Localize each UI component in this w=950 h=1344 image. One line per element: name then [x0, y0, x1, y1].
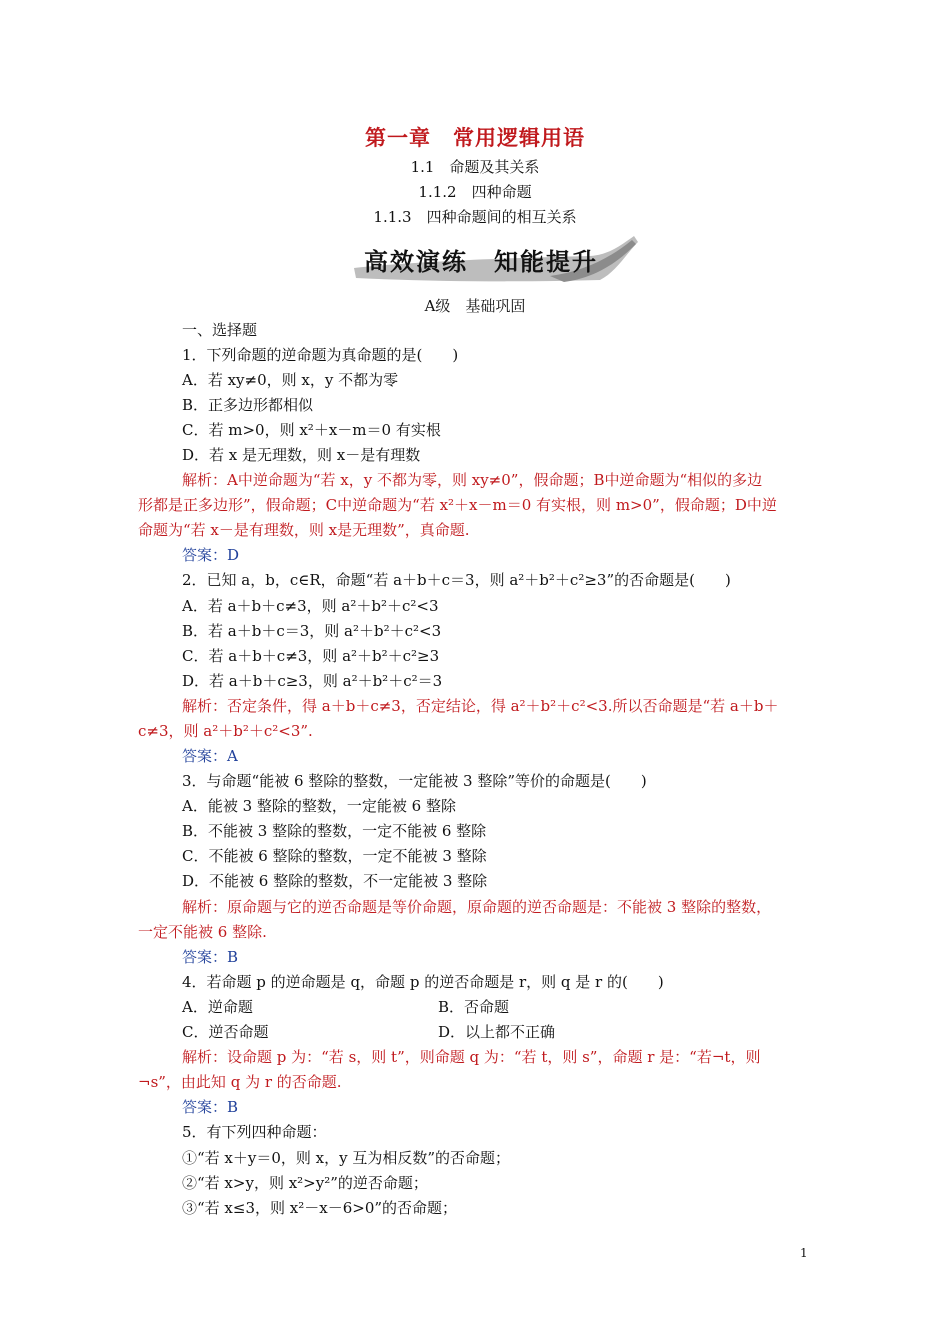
- q1-option-b: B．正多边形都相似: [182, 396, 314, 414]
- q4-analysis-line1: 解析：设命题 p 为：“若 s，则 t”，则命题 q 为：“若 t，则 s”，命题 r 是：“若¬t，则: [182, 1048, 761, 1066]
- q4-option-c: C．逆否命题: [182, 1023, 269, 1041]
- q5-item-3: ③“若 x≤3，则 x²－x－6>0”的否命题；: [182, 1199, 458, 1217]
- q1-analysis-line3: 命题为“若 x－是有理数，则 x是无理数”，真命题.: [138, 521, 470, 539]
- section-heading-1: 1.1 命题及其关系: [410, 158, 540, 176]
- q4-answer: 答案：B: [182, 1098, 239, 1116]
- q2-option-a: A．若 a＋b＋c≠3，则 a²＋b²＋c²<3: [182, 597, 439, 615]
- section-heading-3: 1.1.3 四种命题间的相互关系: [373, 208, 577, 226]
- section-title: 一、选择题: [182, 321, 258, 339]
- level-heading: A级 基础巩固: [424, 297, 526, 315]
- q2-option-d: D．若 a＋b＋c≥3，则 a²＋b²＋c²＝3: [182, 672, 443, 690]
- q2-analysis-line1: 解析：否定条件，得 a＋b＋c≠3，否定结论，得 a²＋b²＋c²<3.所以否命题是“若 a＋b＋: [182, 697, 779, 715]
- q3-analysis-line2: 一定不能被 6 整除.: [138, 923, 267, 941]
- q1-analysis-line2: 形都是正多边形”，假命题；C中逆命题为“若 x²＋x－m＝0 有实根，则 m>0”，假命题；D中逆: [138, 496, 777, 514]
- q1-stem: 1．下列命题的逆命题为真命题的是( ): [182, 346, 459, 364]
- q3-analysis-line1: 解析：原命题与它的逆否命题是等价命题，原命题的逆否命题是：不能被 3 整除的整数，: [182, 898, 772, 916]
- q2-analysis-line2: c≠3，则 a²＋b²＋c²<3”.: [138, 722, 313, 740]
- chapter-title: 第一章 常用逻辑用语: [365, 125, 585, 150]
- q2-stem: 2．已知 a，b，c∈R，命题“若 a＋b＋c＝3，则 a²＋b²＋c²≥3”的否命题是( ): [182, 571, 731, 589]
- q3-option-d: D．不能被 6 整除的整数，不一定能被 3 整除: [182, 872, 488, 890]
- q2-option-b: B．若 a＋b＋c＝3，则 a²＋b²＋c²<3: [182, 622, 442, 640]
- q1-answer: 答案：D: [182, 546, 240, 564]
- q4-analysis-line2: ¬s”，由此知 q 为 r 的否命题.: [138, 1073, 342, 1091]
- q5-item-1: ①“若 x＋y＝0，则 x，y 互为相反数”的否命题；: [182, 1149, 511, 1167]
- q3-answer: 答案：B: [182, 948, 239, 966]
- banner-title: 高效演练 知能提升: [364, 248, 598, 276]
- q1-option-c: C．若 m>0，则 x²＋x－m＝0 有实根: [182, 421, 441, 439]
- q1-analysis-line1: 解析：A中逆命题为“若 x，y 不都为零，则 xy≠0”，假命题；B中逆命题为“相似的多边: [182, 471, 763, 489]
- q2-option-c: C．若 a＋b＋c≠3，则 a²＋b²＋c²≥3: [182, 647, 440, 665]
- q1-option-d: D．若 x 是无理数，则 x－是有理数: [182, 446, 421, 464]
- q4-stem: 4．若命题 p 的逆命题是 q，命题 p 的逆否命题是 r，则 q 是 r 的( ): [182, 973, 664, 991]
- q5-stem: 5．有下列四种命题：: [182, 1123, 327, 1141]
- section-heading-2: 1.1.2 四种命题: [418, 183, 532, 201]
- q3-option-c: C．不能被 6 整除的整数，一定不能被 3 整除: [182, 847, 487, 865]
- practice-banner: [350, 232, 640, 286]
- q2-answer: 答案：A: [182, 747, 238, 765]
- q5-item-2: ②“若 x>y，则 x²>y²”的逆否命题；: [182, 1174, 428, 1192]
- q4-option-b: B．否命题: [438, 998, 510, 1016]
- q3-stem: 3．与命题“能被 6 整除的整数，一定能被 3 整除”等价的命题是( ): [182, 772, 647, 790]
- q3-option-a: A．能被 3 整除的整数，一定能被 6 整除: [182, 797, 456, 815]
- q4-option-d: D．以上都不正确: [438, 1023, 556, 1041]
- q4-option-a: A．逆命题: [182, 998, 253, 1016]
- q1-option-a: A．若 xy≠0，则 x，y 不都为零: [182, 371, 399, 389]
- q3-option-b: B．不能被 3 整除的整数，一定不能被 6 整除: [182, 822, 487, 840]
- page-number: 1: [800, 1246, 808, 1260]
